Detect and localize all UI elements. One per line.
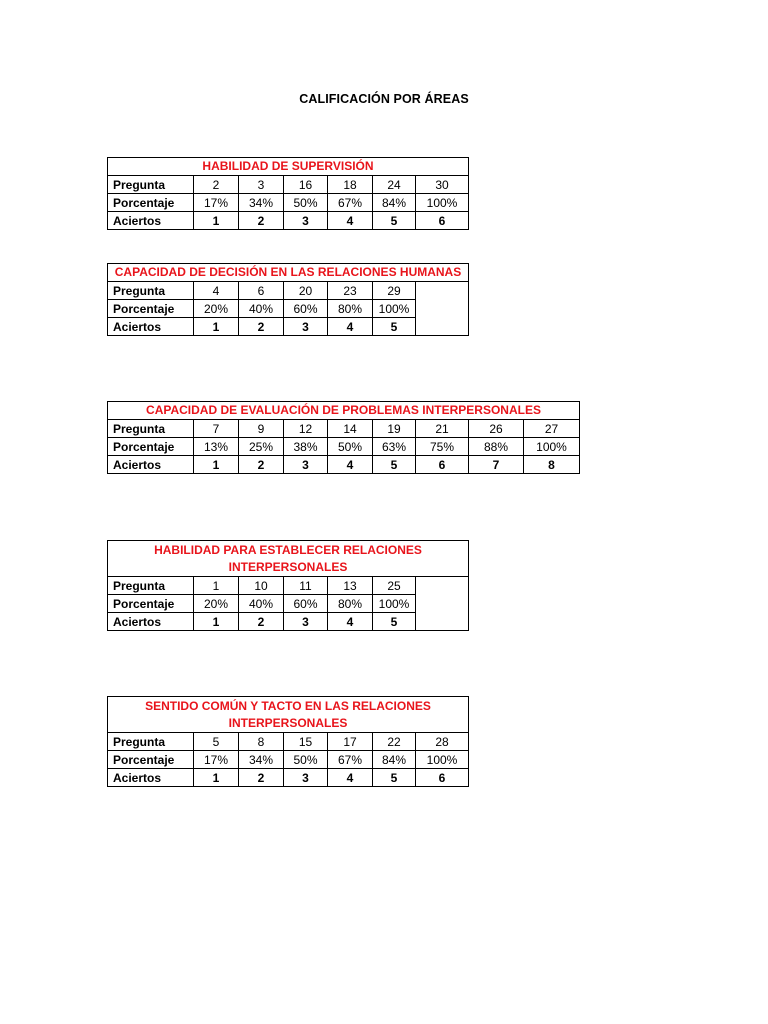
cell-porcentaje: 80% <box>328 300 373 318</box>
row-label: Pregunta <box>108 733 194 751</box>
cell-porcentaje: 100% <box>373 595 416 613</box>
cell-pregunta: 27 <box>524 420 580 438</box>
cell-pregunta: 14 <box>328 420 373 438</box>
cell-pregunta: 4 <box>194 282 239 300</box>
table-capacidad-decision <box>107 263 469 336</box>
row-label: Porcentaje <box>108 300 194 318</box>
cell-aciertos: 6 <box>416 769 469 787</box>
cell-porcentaje: 20% <box>194 300 239 318</box>
table-title: HABILIDAD PARA ESTABLECER RELACIONES INTERPERSONALES <box>108 541 469 577</box>
table-relaciones-interpersonales <box>107 540 469 631</box>
cell-pregunta: 24 <box>373 176 416 194</box>
cell-porcentaje: 50% <box>284 194 328 212</box>
cell-pregunta: 5 <box>194 733 239 751</box>
cell-porcentaje: 63% <box>373 438 416 456</box>
row-label: Porcentaje <box>108 595 194 613</box>
row-label: Aciertos <box>108 318 194 336</box>
cell-pregunta: 7 <box>194 420 239 438</box>
cell-pregunta: 17 <box>328 733 373 751</box>
cell-pregunta: 26 <box>469 420 524 438</box>
cell-pregunta: 6 <box>239 282 284 300</box>
cell-pregunta: 28 <box>416 733 469 751</box>
cell-porcentaje: 50% <box>328 438 373 456</box>
cell-aciertos: 3 <box>284 456 328 474</box>
cell-porcentaje: 40% <box>239 595 284 613</box>
row-label: Pregunta <box>108 577 194 595</box>
table-title-row <box>108 402 580 420</box>
cell-aciertos: 3 <box>284 318 328 336</box>
cell-pregunta: 30 <box>416 176 469 194</box>
cell-aciertos: 4 <box>328 769 373 787</box>
cell-pregunta: 2 <box>194 176 239 194</box>
cell-aciertos: 4 <box>328 318 373 336</box>
row-pregunta <box>108 577 469 595</box>
row-pregunta <box>108 282 469 300</box>
cell-porcentaje: 100% <box>373 300 416 318</box>
cell-porcentaje: 13% <box>194 438 239 456</box>
table-title-row <box>108 541 469 577</box>
cell-porcentaje: 34% <box>239 751 284 769</box>
cell-pregunta: 8 <box>239 733 284 751</box>
cell-pregunta: 18 <box>328 176 373 194</box>
cell-aciertos: 6 <box>416 212 469 230</box>
empty-cell <box>416 577 469 631</box>
empty-cell <box>416 282 469 336</box>
row-label: Pregunta <box>108 420 194 438</box>
cell-aciertos: 5 <box>373 769 416 787</box>
page-title: CALIFICACIÓN POR ÁREAS <box>299 92 469 106</box>
cell-pregunta: 25 <box>373 577 416 595</box>
table-title: CAPACIDAD DE EVALUACIÓN DE PROBLEMAS INTERPERSONALES <box>108 402 580 420</box>
cell-porcentaje: 60% <box>284 300 328 318</box>
table-sentido-comun-tacto <box>107 696 469 787</box>
cell-pregunta: 21 <box>416 420 469 438</box>
table-evaluacion-problemas <box>107 401 580 474</box>
row-label: Porcentaje <box>108 438 194 456</box>
cell-pregunta: 29 <box>373 282 416 300</box>
cell-pregunta: 12 <box>284 420 328 438</box>
cell-porcentaje: 60% <box>284 595 328 613</box>
cell-aciertos: 1 <box>194 769 239 787</box>
cell-porcentaje: 80% <box>328 595 373 613</box>
cell-porcentaje: 40% <box>239 300 284 318</box>
cell-pregunta: 1 <box>194 577 239 595</box>
cell-porcentaje: 100% <box>416 751 469 769</box>
cell-aciertos: 2 <box>239 318 284 336</box>
cell-pregunta: 3 <box>239 176 284 194</box>
row-label: Pregunta <box>108 176 194 194</box>
cell-porcentaje: 20% <box>194 595 239 613</box>
cell-porcentaje: 17% <box>194 194 239 212</box>
table-title: SENTIDO COMÚN Y TACTO EN LAS RELACIONES INTERPERSONALES <box>108 697 469 733</box>
table-title: HABILIDAD DE SUPERVISIÓN <box>108 158 469 176</box>
cell-aciertos: 2 <box>239 212 284 230</box>
table-title-row <box>108 264 469 282</box>
row-aciertos <box>108 212 469 230</box>
row-label: Aciertos <box>108 456 194 474</box>
cell-aciertos: 5 <box>373 212 416 230</box>
row-aciertos <box>108 613 469 631</box>
cell-porcentaje: 67% <box>328 194 373 212</box>
cell-aciertos: 3 <box>284 769 328 787</box>
cell-porcentaje: 34% <box>239 194 284 212</box>
row-label: Aciertos <box>108 613 194 631</box>
cell-pregunta: 22 <box>373 733 416 751</box>
cell-pregunta: 16 <box>284 176 328 194</box>
cell-pregunta: 13 <box>328 577 373 595</box>
cell-aciertos: 6 <box>416 456 469 474</box>
table-habilidad-supervision <box>107 157 469 230</box>
cell-aciertos: 7 <box>469 456 524 474</box>
cell-porcentaje: 100% <box>524 438 580 456</box>
cell-porcentaje: 38% <box>284 438 328 456</box>
cell-aciertos: 2 <box>239 613 284 631</box>
cell-porcentaje: 84% <box>373 194 416 212</box>
cell-aciertos: 5 <box>373 613 416 631</box>
cell-aciertos: 8 <box>524 456 580 474</box>
cell-porcentaje: 17% <box>194 751 239 769</box>
row-aciertos <box>108 318 469 336</box>
row-porcentaje <box>108 300 469 318</box>
row-pregunta <box>108 420 580 438</box>
row-porcentaje <box>108 194 469 212</box>
cell-aciertos: 2 <box>239 769 284 787</box>
row-porcentaje <box>108 595 469 613</box>
cell-aciertos: 3 <box>284 613 328 631</box>
cell-aciertos: 4 <box>328 212 373 230</box>
cell-pregunta: 10 <box>239 577 284 595</box>
cell-pregunta: 19 <box>373 420 416 438</box>
row-label: Aciertos <box>108 769 194 787</box>
cell-pregunta: 11 <box>284 577 328 595</box>
row-label: Aciertos <box>108 212 194 230</box>
cell-aciertos: 1 <box>194 212 239 230</box>
cell-porcentaje: 75% <box>416 438 469 456</box>
cell-pregunta: 9 <box>239 420 284 438</box>
row-porcentaje <box>108 438 580 456</box>
cell-aciertos: 4 <box>328 613 373 631</box>
cell-porcentaje: 88% <box>469 438 524 456</box>
cell-pregunta: 15 <box>284 733 328 751</box>
row-label: Porcentaje <box>108 751 194 769</box>
cell-pregunta: 20 <box>284 282 328 300</box>
cell-porcentaje: 50% <box>284 751 328 769</box>
table-title-row <box>108 697 469 733</box>
row-pregunta <box>108 176 469 194</box>
cell-porcentaje: 84% <box>373 751 416 769</box>
cell-porcentaje: 67% <box>328 751 373 769</box>
cell-aciertos: 5 <box>373 318 416 336</box>
row-pregunta <box>108 733 469 751</box>
table-title: CAPACIDAD DE DECISIÓN EN LAS RELACIONES HUMANAS <box>108 264 469 282</box>
cell-aciertos: 5 <box>373 456 416 474</box>
cell-aciertos: 1 <box>194 456 239 474</box>
row-porcentaje <box>108 751 469 769</box>
row-aciertos <box>108 769 469 787</box>
table-title-row <box>108 158 469 176</box>
cell-pregunta: 23 <box>328 282 373 300</box>
row-label: Porcentaje <box>108 194 194 212</box>
cell-aciertos: 1 <box>194 318 239 336</box>
row-label: Pregunta <box>108 282 194 300</box>
cell-porcentaje: 100% <box>416 194 469 212</box>
cell-aciertos: 2 <box>239 456 284 474</box>
cell-porcentaje: 25% <box>239 438 284 456</box>
cell-aciertos: 3 <box>284 212 328 230</box>
cell-aciertos: 1 <box>194 613 239 631</box>
cell-aciertos: 4 <box>328 456 373 474</box>
row-aciertos <box>108 456 580 474</box>
